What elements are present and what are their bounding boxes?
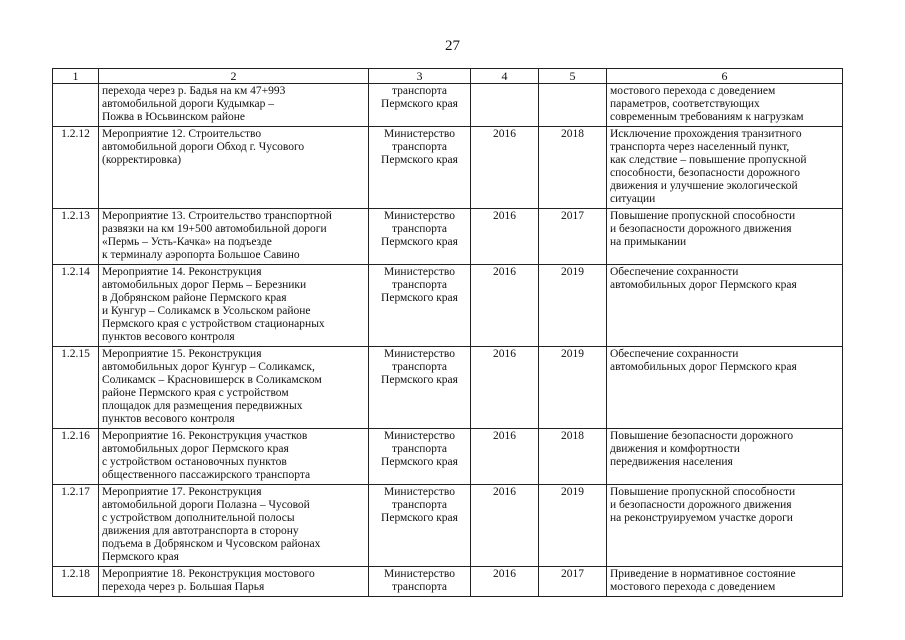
measure-number: 1.2.16 <box>53 429 99 485</box>
table-header-row <box>53 69 843 84</box>
start-year: 2016 <box>471 485 539 567</box>
end-year: 2017 <box>539 567 607 597</box>
table-row <box>53 347 843 429</box>
responsible-executor <box>369 347 471 429</box>
responsible-executor-line: Министерство <box>384 348 455 360</box>
table-body <box>53 84 843 597</box>
expected-result-line: Повышение безопасности дорожного <box>610 430 794 442</box>
measure-description-line: Мероприятие 17. Реконструкция <box>102 486 262 498</box>
expected-result <box>607 485 843 567</box>
start-year: 2016 <box>471 127 539 209</box>
expected-result-line: мостового перехода с доведением <box>610 85 776 97</box>
expected-result <box>607 347 843 429</box>
expected-result-line: Приведение в нормативное состояние <box>610 568 796 580</box>
responsible-executor <box>369 567 471 597</box>
measure-description-line: автомобильных дорог Кунгур – Соликамск, <box>102 361 315 373</box>
expected-result-line: способности, безопасности дорожного <box>610 167 800 179</box>
measure-description-line: (корректировка) <box>102 154 182 166</box>
responsible-executor-line: Пермского края <box>381 374 458 386</box>
end-year: 2018 <box>539 127 607 209</box>
responsible-executor-line: Пермского края <box>381 236 458 248</box>
expected-result-line: Повышение пропускной способности <box>610 486 796 498</box>
measure-description-line: Мероприятие 15. Реконструкция <box>102 348 262 360</box>
expected-result-line: на примыкании <box>610 236 687 248</box>
measure-description-line: Мероприятие 16. Реконструкция участков <box>102 430 308 442</box>
measure-number: 1.2.15 <box>53 347 99 429</box>
start-year: 2016 <box>471 429 539 485</box>
page-number: 27 <box>445 38 460 54</box>
expected-result-line: Исключение прохождения транзитного <box>610 128 802 140</box>
responsible-executor-line: транспорта <box>391 141 448 153</box>
responsible-executor <box>369 485 471 567</box>
end-year: 2017 <box>539 209 607 265</box>
measure-description-line: автомобильной дороги Кудымкар – <box>102 98 275 110</box>
end-year: 2019 <box>539 347 607 429</box>
measure-description-line: Мероприятие 14. Реконструкция <box>102 266 262 278</box>
table-row <box>53 209 843 265</box>
measure-description <box>99 429 369 485</box>
start-year: 2016 <box>471 347 539 429</box>
expected-result-line: Обеспечение сохранности <box>610 266 739 278</box>
measure-description <box>99 84 369 127</box>
responsible-executor-line: Пермского края <box>381 292 458 304</box>
expected-result-line: автомобильных дорог Пермского края <box>610 361 797 373</box>
measure-number: 1.2.12 <box>53 127 99 209</box>
expected-result-line: и безопасности дорожного движения <box>610 223 792 235</box>
measure-description-line: к терминалу аэропорта Большое Савино <box>102 249 300 261</box>
table-row <box>53 485 843 567</box>
start-year: 2016 <box>471 265 539 347</box>
responsible-executor <box>369 429 471 485</box>
measure-description-line: автомобильных дорог Пермского края <box>102 443 289 455</box>
header-col-3: 3 <box>369 69 471 84</box>
responsible-executor-line: транспорта <box>391 443 448 455</box>
responsible-executor-line: Пермского края <box>381 456 458 468</box>
responsible-executor-line: транспорта <box>391 85 448 97</box>
measure-description-line: Соликамск – Красновишерск в Соликамском <box>102 374 322 386</box>
measure-description-line: и Кунгур – Соликамск в Усольском районе <box>102 305 311 317</box>
measure-description-line: пунктов весового контроля <box>102 331 235 343</box>
measure-description <box>99 485 369 567</box>
measure-number: 1.2.17 <box>53 485 99 567</box>
responsible-executor-line: транспорта <box>391 581 448 593</box>
expected-result-line: мостового перехода с доведением <box>610 581 776 593</box>
expected-result-line: как следствие – повышение пропускной <box>610 154 807 166</box>
responsible-executor-line: транспорта <box>391 223 448 235</box>
expected-result-line: ситуации <box>610 193 656 205</box>
expected-result-line: и безопасности дорожного движения <box>610 499 792 511</box>
measure-description-line: Мероприятие 13. Строительство транспортной <box>102 210 332 222</box>
expected-result-line: автомобильных дорог Пермского края <box>610 279 797 291</box>
table-row <box>53 84 843 127</box>
header-col-4: 4 <box>471 69 539 84</box>
end-year <box>539 84 607 127</box>
measure-description <box>99 209 369 265</box>
measure-description-line: пунктов весового контроля <box>102 413 235 425</box>
measure-description <box>99 347 369 429</box>
expected-result <box>607 84 843 127</box>
responsible-executor-line: Министерство <box>384 486 455 498</box>
measure-description-line: автомобильных дорог Пермь – Березники <box>102 279 307 291</box>
responsible-executor <box>369 127 471 209</box>
measure-description <box>99 567 369 597</box>
measure-description-line: Мероприятие 18. Реконструкция мостового <box>102 568 315 580</box>
expected-result <box>607 567 843 597</box>
measure-description-line: Мероприятие 12. Строительство <box>102 128 262 140</box>
start-year <box>471 84 539 127</box>
start-year: 2016 <box>471 567 539 597</box>
responsible-executor-line: транспорта <box>391 279 448 291</box>
responsible-executor-line: транспорта <box>391 499 448 511</box>
responsible-executor-line: Пермского края <box>381 512 458 524</box>
measure-description-line: перехода через р. Большая Парья <box>102 581 265 593</box>
measure-description-line: перехода через р. Бадья на км 47+993 <box>102 85 286 97</box>
responsible-executor-line: Пермского края <box>381 98 458 110</box>
header-col-1: 1 <box>53 69 99 84</box>
measure-description-line: «Пермь – Усть-Качка» на подъезде <box>102 236 272 248</box>
end-year: 2019 <box>539 485 607 567</box>
measure-description-line: с устройством остановочных пунктов <box>102 456 287 468</box>
measure-description-line: движения для автотранспорта в сторону <box>102 525 299 537</box>
responsible-executor-line: Министерство <box>384 430 455 442</box>
expected-result-line: транспорта через населенный пункт, <box>610 141 790 153</box>
measure-number: 1.2.18 <box>53 567 99 597</box>
end-year: 2019 <box>539 265 607 347</box>
measure-description-line: площадок для размещения передвижных <box>102 400 303 412</box>
table-row <box>53 429 843 485</box>
expected-result <box>607 265 843 347</box>
expected-result-line: движения и комфортности <box>610 443 740 455</box>
responsible-executor <box>369 84 471 127</box>
measure-description-line: развязки на км 19+500 автомобильной дороги <box>102 223 327 235</box>
table-row <box>53 127 843 209</box>
responsible-executor-line: Пермского края <box>381 154 458 166</box>
measure-number: 1.2.14 <box>53 265 99 347</box>
expected-result-line: передвижения населения <box>610 456 733 468</box>
responsible-executor <box>369 209 471 265</box>
measure-description-line: Пермского края <box>102 551 179 563</box>
end-year: 2018 <box>539 429 607 485</box>
measure-description-line: Пермского края с устройством стационарных <box>102 318 325 330</box>
responsible-executor-line: Министерство <box>384 210 455 222</box>
header-col-5: 5 <box>539 69 607 84</box>
table-row <box>53 265 843 347</box>
expected-result <box>607 209 843 265</box>
measure-description-line: Пожва в Юсьвинском районе <box>102 111 245 123</box>
expected-result <box>607 429 843 485</box>
header-col-2: 2 <box>99 69 369 84</box>
measure-description-line: с устройством дополнительной полосы <box>102 512 295 524</box>
measure-number <box>53 84 99 127</box>
measure-description-line: подъема в Добрянском и Чусовском районах <box>102 538 321 550</box>
responsible-executor-line: Министерство <box>384 128 455 140</box>
responsible-executor <box>369 265 471 347</box>
table-row <box>53 567 843 597</box>
expected-result-line: Обеспечение сохранности <box>610 348 739 360</box>
measure-number: 1.2.13 <box>53 209 99 265</box>
measure-description-line: автомобильной дороги Обход г. Чусового <box>102 141 305 153</box>
measure-description-line: в Добрянском районе Пермского края <box>102 292 287 304</box>
responsible-executor-line: транспорта <box>391 361 448 373</box>
measure-description <box>99 127 369 209</box>
expected-result-line: современным требованиям к нагрузкам <box>610 111 804 123</box>
expected-result-line: Повышение пропускной способности <box>610 210 796 222</box>
measure-description-line: автомобильной дороги Полазна – Чусовой <box>102 499 310 511</box>
measure-description <box>99 265 369 347</box>
measure-description-line: общественного пассажирского транспорта <box>102 469 311 481</box>
header-col-6: 6 <box>607 69 843 84</box>
expected-result-line: параметров, соответствующих <box>610 98 760 110</box>
expected-result <box>607 127 843 209</box>
measure-description-line: районе Пермского края с устройством <box>102 387 289 399</box>
responsible-executor-line: Министерство <box>384 266 455 278</box>
expected-result-line: на реконструируемом участке дороги <box>610 512 793 524</box>
measures-table <box>52 68 843 597</box>
expected-result-line: движения и улучшение экологической <box>610 180 798 192</box>
start-year: 2016 <box>471 209 539 265</box>
responsible-executor-line: Министерство <box>384 568 455 580</box>
